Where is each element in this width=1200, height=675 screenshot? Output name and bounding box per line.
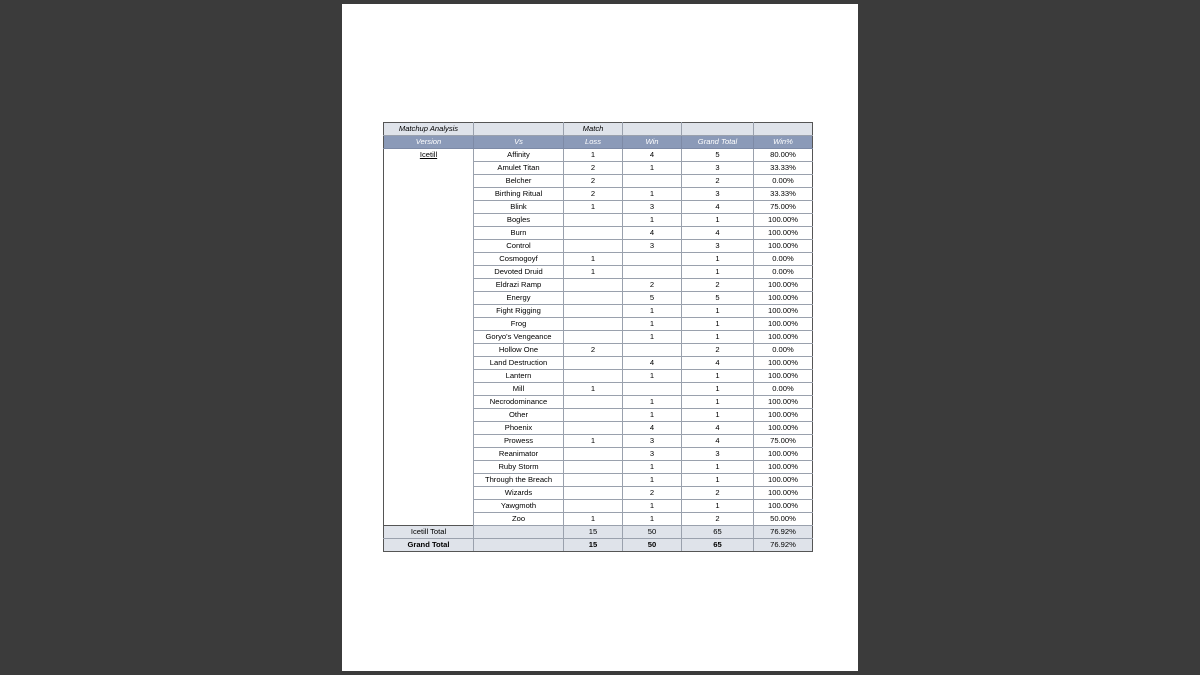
version-cell	[384, 383, 474, 396]
grand-total-cell: 1	[682, 383, 754, 396]
opponent-cell: Affinity	[474, 149, 564, 162]
table-row	[384, 422, 813, 435]
version-cell	[384, 422, 474, 435]
opponent-cell: Wizards	[474, 487, 564, 500]
grand-total-cell: 2	[682, 487, 754, 500]
win-cell: 5	[623, 292, 682, 305]
win-pct-cell: 0.00%	[754, 383, 813, 396]
grand-total-row-loss: 15	[564, 539, 623, 552]
win-cell: 3	[623, 435, 682, 448]
table-row	[384, 305, 813, 318]
title-cell: Match	[564, 123, 623, 136]
version-cell	[384, 318, 474, 331]
grand-total-cell: 1	[682, 474, 754, 487]
version-cell	[384, 474, 474, 487]
win-pct-cell: 100.00%	[754, 305, 813, 318]
grand-total-cell: 1	[682, 214, 754, 227]
subtotal-row-loss: 15	[564, 526, 623, 539]
win-pct-cell: 100.00%	[754, 240, 813, 253]
win-pct-cell: 75.00%	[754, 435, 813, 448]
table-row	[384, 383, 813, 396]
title-cell	[623, 123, 682, 136]
version-cell	[384, 500, 474, 513]
win-pct-cell: 0.00%	[754, 344, 813, 357]
opponent-cell: Cosmogoyf	[474, 253, 564, 266]
opponent-cell: Birthing Ritual	[474, 188, 564, 201]
table-row	[384, 266, 813, 279]
table-header-row	[384, 136, 813, 149]
table-row	[384, 435, 813, 448]
opponent-cell: Devoted Druid	[474, 266, 564, 279]
opponent-cell: Lantern	[474, 370, 564, 383]
win-cell: 1	[623, 305, 682, 318]
opponent-cell: Blink	[474, 201, 564, 214]
grand-total-cell: 2	[682, 513, 754, 526]
version-cell	[384, 292, 474, 305]
opponent-cell: Eldrazi Ramp	[474, 279, 564, 292]
version-cell	[384, 396, 474, 409]
win-pct-cell: 100.00%	[754, 279, 813, 292]
win-pct-cell: 100.00%	[754, 487, 813, 500]
subtotal-row-total: 65	[682, 526, 754, 539]
loss-cell	[564, 357, 623, 370]
loss-cell: 1	[564, 266, 623, 279]
grand-total-cell: 2	[682, 175, 754, 188]
grand-total-cell: 5	[682, 292, 754, 305]
table-row	[384, 253, 813, 266]
version-cell	[384, 513, 474, 526]
table-row	[384, 175, 813, 188]
grand-total-cell: 2	[682, 279, 754, 292]
loss-cell	[564, 305, 623, 318]
header-loss[interactable]: Loss	[564, 136, 623, 149]
loss-cell	[564, 318, 623, 331]
grand-total-row	[384, 539, 813, 552]
title-cell	[474, 123, 564, 136]
table-row	[384, 344, 813, 357]
grand-total-cell: 3	[682, 188, 754, 201]
grand-total-cell: 1	[682, 500, 754, 513]
win-cell: 1	[623, 461, 682, 474]
win-pct-cell: 100.00%	[754, 500, 813, 513]
opponent-cell: Necrodominance	[474, 396, 564, 409]
version-cell	[384, 409, 474, 422]
win-pct-cell: 0.00%	[754, 175, 813, 188]
win-cell: 3	[623, 201, 682, 214]
loss-cell: 2	[564, 175, 623, 188]
loss-cell: 1	[564, 201, 623, 214]
grand-total-cell: 4	[682, 435, 754, 448]
win-cell: 1	[623, 370, 682, 383]
grand-total-cell: 1	[682, 266, 754, 279]
opponent-cell: Energy	[474, 292, 564, 305]
loss-cell	[564, 396, 623, 409]
version-cell	[384, 149, 474, 162]
subtotal-row-win: 50	[623, 526, 682, 539]
version-cell	[384, 331, 474, 344]
grand-total-cell: 4	[682, 201, 754, 214]
opponent-cell: Yawgmoth	[474, 500, 564, 513]
version-cell	[384, 344, 474, 357]
loss-cell: 1	[564, 383, 623, 396]
win-pct-cell: 100.00%	[754, 370, 813, 383]
title-cell	[682, 123, 754, 136]
table-row	[384, 409, 813, 422]
opponent-cell: Zoo	[474, 513, 564, 526]
win-cell: 1	[623, 162, 682, 175]
table-row	[384, 292, 813, 305]
grand-total-cell: 4	[682, 227, 754, 240]
opponent-cell: Prowess	[474, 435, 564, 448]
version-cell	[384, 253, 474, 266]
document-page	[342, 4, 858, 671]
table-row	[384, 396, 813, 409]
grand-total-cell: 1	[682, 461, 754, 474]
opponent-cell: Ruby Storm	[474, 461, 564, 474]
version-cell	[384, 162, 474, 175]
loss-cell: 1	[564, 435, 623, 448]
table-row	[384, 513, 813, 526]
win-pct-cell: 100.00%	[754, 331, 813, 344]
table-row	[384, 331, 813, 344]
table-row	[384, 500, 813, 513]
win-pct-cell: 100.00%	[754, 422, 813, 435]
title-cell: Matchup Analysis	[384, 123, 474, 136]
opponent-cell: Hollow One	[474, 344, 564, 357]
grand-total-cell: 1	[682, 370, 754, 383]
win-pct-cell: 100.00%	[754, 461, 813, 474]
loss-cell	[564, 500, 623, 513]
grand-total-cell: 1	[682, 305, 754, 318]
grand-total-cell: 2	[682, 344, 754, 357]
win-pct-cell: 100.00%	[754, 292, 813, 305]
win-cell	[623, 344, 682, 357]
header-version[interactable]: Version	[384, 136, 474, 149]
loss-cell	[564, 279, 623, 292]
win-pct-cell: 75.00%	[754, 201, 813, 214]
table-row	[384, 318, 813, 331]
win-cell: 1	[623, 318, 682, 331]
loss-cell	[564, 292, 623, 305]
version-cell	[384, 305, 474, 318]
title-cell	[754, 123, 813, 136]
grand-total-row-total: 65	[682, 539, 754, 552]
win-cell	[623, 253, 682, 266]
opponent-cell: Reanimator	[474, 448, 564, 461]
version-cell	[384, 487, 474, 500]
loss-cell: 2	[564, 188, 623, 201]
loss-cell: 1	[564, 253, 623, 266]
opponent-cell: Mill	[474, 383, 564, 396]
win-cell	[623, 383, 682, 396]
win-cell: 1	[623, 474, 682, 487]
table-row	[384, 201, 813, 214]
grand-total-row-win: 50	[623, 539, 682, 552]
win-cell	[623, 266, 682, 279]
loss-cell	[564, 214, 623, 227]
grand-total-cell: 3	[682, 240, 754, 253]
win-pct-cell: 80.00%	[754, 149, 813, 162]
loss-cell: 1	[564, 149, 623, 162]
version-cell	[384, 175, 474, 188]
win-pct-cell: 0.00%	[754, 253, 813, 266]
opponent-cell: Burn	[474, 227, 564, 240]
version-cell	[384, 214, 474, 227]
version-cell	[384, 240, 474, 253]
opponent-cell: Control	[474, 240, 564, 253]
loss-cell	[564, 240, 623, 253]
header-grand-total[interactable]: Grand Total	[682, 136, 754, 149]
win-cell: 2	[623, 487, 682, 500]
subtotal-row	[384, 526, 813, 539]
loss-cell	[564, 474, 623, 487]
table-row	[384, 162, 813, 175]
opponent-cell: Phoenix	[474, 422, 564, 435]
opponent-cell: Amulet Titan	[474, 162, 564, 175]
subtotal-row-label: Icetill Total	[384, 526, 474, 539]
win-pct-cell: 100.00%	[754, 396, 813, 409]
loss-cell	[564, 370, 623, 383]
win-pct-cell: 0.00%	[754, 266, 813, 279]
loss-cell	[564, 227, 623, 240]
win-cell: 3	[623, 240, 682, 253]
table-row	[384, 227, 813, 240]
table-row	[384, 214, 813, 227]
win-pct-cell: 33.33%	[754, 188, 813, 201]
win-cell: 1	[623, 409, 682, 422]
table-row	[384, 448, 813, 461]
version-cell	[384, 357, 474, 370]
table-row	[384, 461, 813, 474]
table-row	[384, 188, 813, 201]
grand-total-cell: 1	[682, 331, 754, 344]
table-title-row	[384, 123, 813, 136]
grand-total-cell: 3	[682, 448, 754, 461]
opponent-cell: Frog	[474, 318, 564, 331]
opponent-cell: Goryo's Vengeance	[474, 331, 564, 344]
win-cell: 4	[623, 357, 682, 370]
win-cell: 1	[623, 214, 682, 227]
win-cell: 1	[623, 188, 682, 201]
table-row	[384, 487, 813, 500]
win-cell: 1	[623, 500, 682, 513]
subtotal-row-pct: 76.92%	[754, 526, 813, 539]
grand-total-cell: 1	[682, 396, 754, 409]
table-row	[384, 474, 813, 487]
loss-cell	[564, 422, 623, 435]
matchup-analysis-table	[383, 122, 813, 552]
version-cell	[384, 188, 474, 201]
table-row	[384, 279, 813, 292]
loss-cell	[564, 409, 623, 422]
win-cell: 1	[623, 396, 682, 409]
version-cell	[384, 435, 474, 448]
win-pct-cell: 33.33%	[754, 162, 813, 175]
win-pct-cell: 100.00%	[754, 357, 813, 370]
grand-total-cell: 1	[682, 253, 754, 266]
opponent-cell: Through the Breach	[474, 474, 564, 487]
opponent-cell: Land Destruction	[474, 357, 564, 370]
version-cell	[384, 461, 474, 474]
win-cell: 4	[623, 422, 682, 435]
version-cell	[384, 279, 474, 292]
loss-cell: 1	[564, 513, 623, 526]
win-cell: 1	[623, 331, 682, 344]
loss-cell	[564, 487, 623, 500]
loss-cell	[564, 448, 623, 461]
win-pct-cell: 100.00%	[754, 474, 813, 487]
win-pct-cell: 100.00%	[754, 214, 813, 227]
grand-total-cell: 4	[682, 357, 754, 370]
version-cell	[384, 201, 474, 214]
opponent-cell: Fight Rigging	[474, 305, 564, 318]
grand-total-cell: 1	[682, 318, 754, 331]
grand-total-row-label: Grand Total	[384, 539, 474, 552]
win-pct-cell: 100.00%	[754, 448, 813, 461]
version-name[interactable]: Icetill	[419, 150, 438, 160]
loss-cell	[564, 461, 623, 474]
version-cell	[384, 370, 474, 383]
table-row	[384, 149, 813, 162]
opponent-cell: Belcher	[474, 175, 564, 188]
table-row	[384, 240, 813, 253]
header-win-pct[interactable]: Win%	[754, 136, 813, 149]
loss-cell: 2	[564, 344, 623, 357]
win-pct-cell: 50.00%	[754, 513, 813, 526]
grand-total-cell: 5	[682, 149, 754, 162]
header-vs[interactable]: Vs	[474, 136, 564, 149]
grand-total-cell: 1	[682, 409, 754, 422]
opponent-cell: Bogles	[474, 214, 564, 227]
win-cell: 4	[623, 149, 682, 162]
win-cell	[623, 175, 682, 188]
grand-total-row-vs	[474, 539, 564, 552]
version-cell	[384, 266, 474, 279]
loss-cell	[564, 331, 623, 344]
win-cell: 2	[623, 279, 682, 292]
subtotal-row-vs	[474, 526, 564, 539]
win-cell: 3	[623, 448, 682, 461]
win-pct-cell: 100.00%	[754, 227, 813, 240]
table-row	[384, 357, 813, 370]
table-row	[384, 370, 813, 383]
win-pct-cell: 100.00%	[754, 409, 813, 422]
grand-total-cell: 4	[682, 422, 754, 435]
header-win[interactable]: Win	[623, 136, 682, 149]
grand-total-cell: 3	[682, 162, 754, 175]
win-cell: 4	[623, 227, 682, 240]
win-pct-cell: 100.00%	[754, 318, 813, 331]
version-cell	[384, 448, 474, 461]
grand-total-row-pct: 76.92%	[754, 539, 813, 552]
win-cell: 1	[623, 513, 682, 526]
opponent-cell: Other	[474, 409, 564, 422]
loss-cell: 2	[564, 162, 623, 175]
version-cell	[384, 227, 474, 240]
